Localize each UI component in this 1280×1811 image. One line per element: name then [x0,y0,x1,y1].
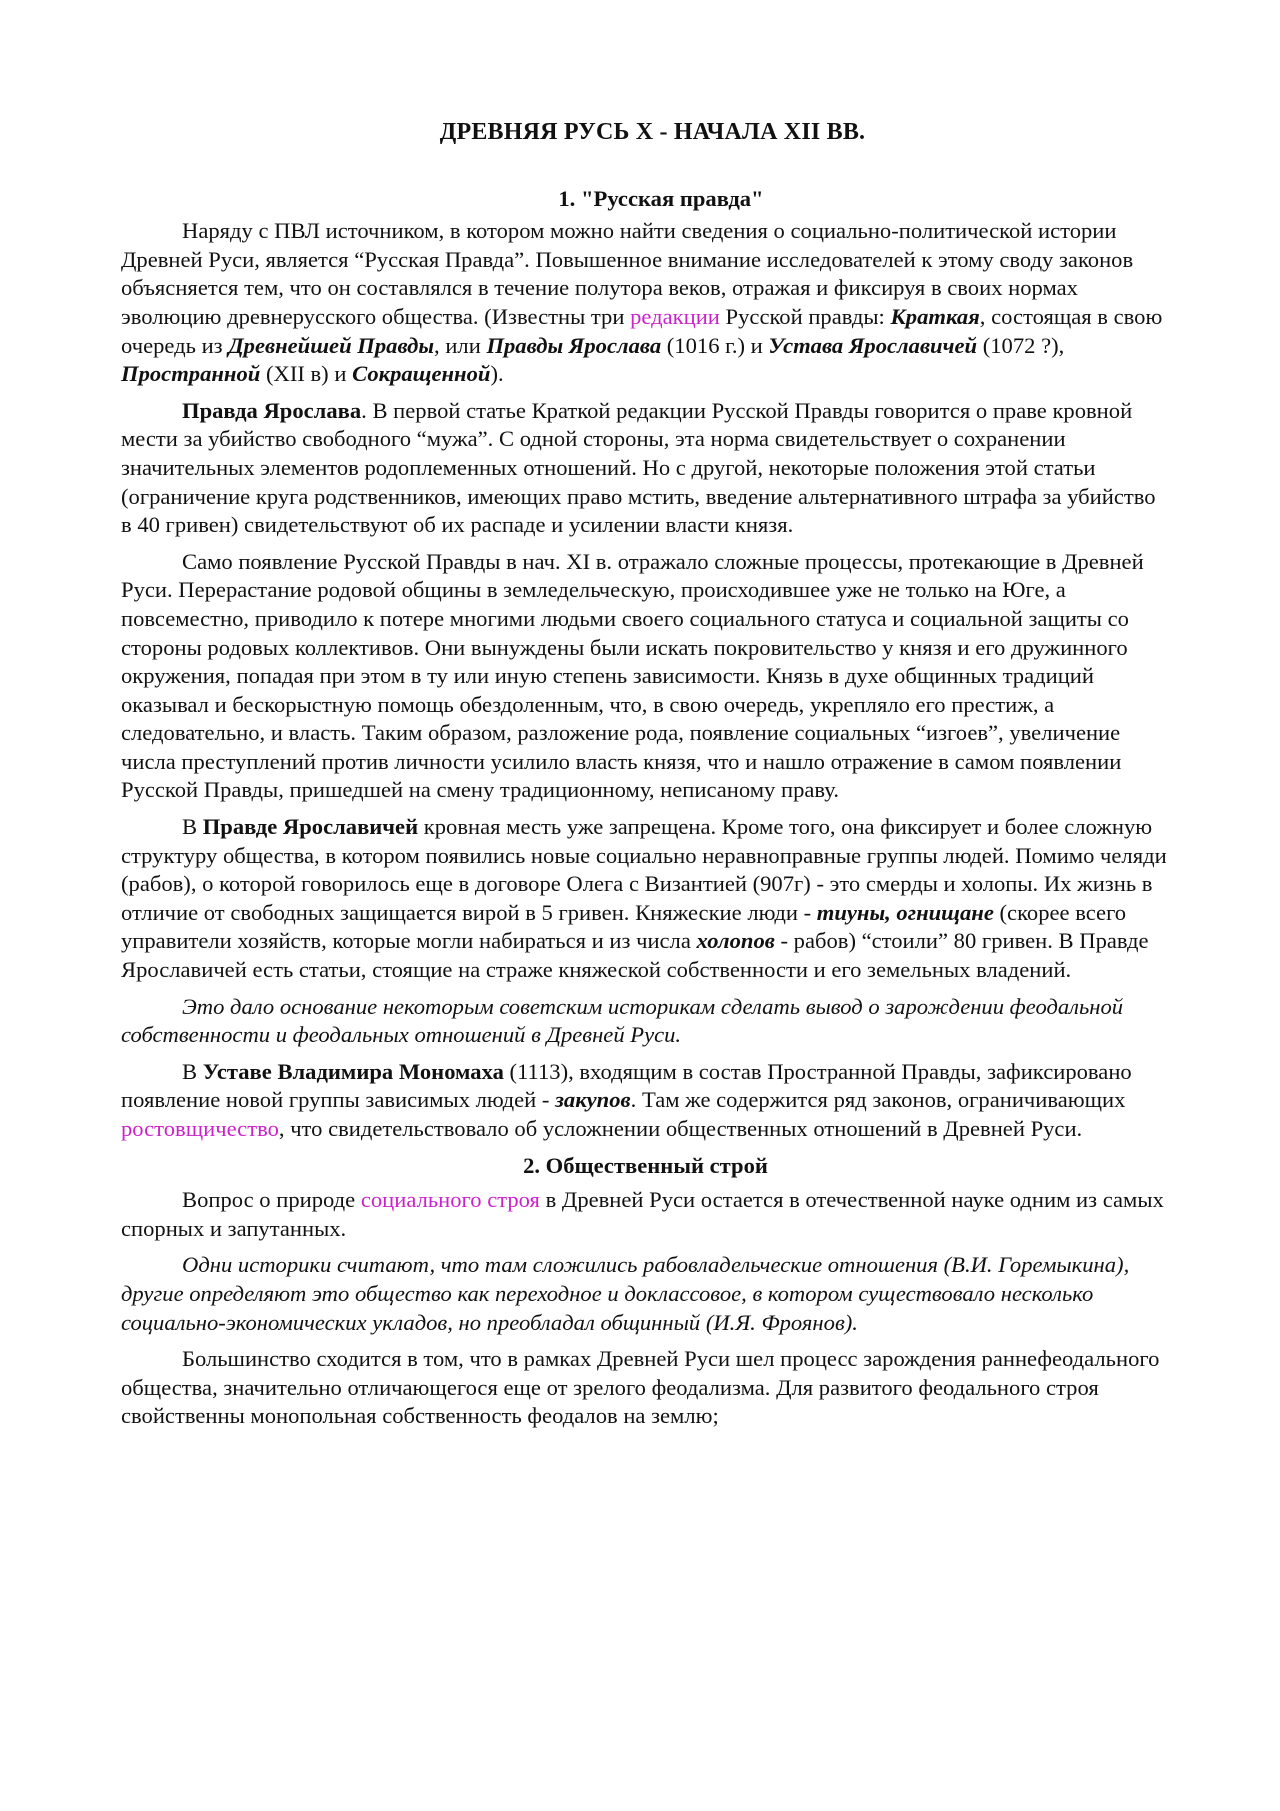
link-sotsialnogo-stroya[interactable]: социального строя [360,1187,540,1213]
paragraph-pravda-yaroslava: Правда Ярослава. В первой статье Краткой редакции Русской Правды говорится о праве кровной мести за убийство свободного “мужа”. С одной стороны, эта норма свидетельствует о сохранении значительных элементов родоплеменных отношений. Но с другой, некоторые положения этой статьи (ограничение круга родственников, имеющих право мстить, введение альтернативного штрафа за убийство в 40 гривен) свидетельствуют об их распаде и усилении власти князя. [121,397,1156,538]
paragraph-bolshinstvo: Большинство сходится в том, что в рамках Древней Руси шел процесс зарождения раннефеодального общества, значительно отличающегося еще от зрелого феодализма. Для развитого феодального строя свойственны монопольная собственность феодалов на землю; [121,1346,1160,1429]
term-prostrannaya: Пространной [121,361,261,387]
link-rostovshchichestvo[interactable]: ростовщичество [121,1116,279,1141]
document-title: ДРЕВНЯЯ РУСЬ X - НАЧАЛА XII ВВ. [439,119,866,145]
paragraph-vopros: Вопрос о природе социального строя в Древней Руси остается в отечественной науке одним из самых спорных и запутанных. [121,1187,1164,1241]
paragraph-ustav-monomakha: В Уставе Владимира Мономаха (1113), входящим в состав Пространной Правды, зафиксировано появление новой группы зависимых людей - закупов. Там же содержится ряд законов, ограничивающих ростовщичество, что свидетельствовало об усложнении общественных отношений в Древней Руси. [121,1058,1132,1141]
term-pravda-yaroslava: Правды Ярослава [486,332,662,358]
term-zakupy: закупов [555,1087,631,1113]
term-drevneishaya-pravda: Древнейшей Правды [228,332,435,358]
term-pravda-yaroslava-bold: Правда Ярослава [182,397,362,423]
paragraph-conclusion-italic: Это дало основание некоторым советским историкам сделать вывод о зарождении феодальной собственности и феодальных отношений в Древней Руси. [121,993,1124,1048]
term-holopy: холопов [696,928,775,954]
term-tiuny-ognishchane: тиуны, огнищане [816,899,994,925]
paragraph-historians-italic: Одни историки считают, что там сложились рабовладельческие отношения (В.И. Горемыкина), другие определяют это общество как переходное и доклассовое, в котором существовало несколько социально-экономических укладов, но преобладал общинный (И.Я. Фроянов). [121,1252,1130,1335]
paragraph-poyavlenie: Само появление Русской Правды в нач. XI в. отражало сложные процессы, протекающие в Древней Руси. Перерастание родовой общины в земледельческую, происходившее уже не только на Юге, а повсеместно, приводило к потере многими людьми своего социального статуса и социальной защиты со стороны родовых коллективов. Они вынуждены были искать покровительство у князя и его дружинного окружения, попадая при этом в ту или иную степень зависимости. Князь в духе общинных традиций оказывал и бескорыстную помощь обездоленным, что, в свою очередь, укрепляло его престиж, а следовательно, и власть. Таким образом, разложение рода, появление социальных “изгоев”, увеличение числа преступлений против личности усилило власть князя, что и нашло отражение в самом появлении Русской Правды, пришедшей на смену традиционному, неписаному праву. [121,548,1144,803]
term-kratkaya: Краткая [890,303,980,329]
term-ustav-monomakha: Уставе Владимира Мономаха [202,1058,504,1084]
section-heading-obshchestvenny-stroi: 2. Общественный строй [523,1152,768,1178]
section-heading-russkaya-pravda: 1. "Русская правда" [558,185,764,211]
paragraph-intro: Наряду с ПВЛ источником, в котором можно найти сведения о социально-политической истории Древней Руси, является “Русская Правда”. Повышенное внимание исследователей к этому своду законов объясняется тем, что он составлялся в течение полутора веков, отражая и фиксируя в своих нормах эволюцию древнерусского общества. (Известны три редакции Русской правды: Краткая, состоящая в свою очередь из Древнейшей Правды, или Правды Ярослава (1016 г.) и Устава Ярославичей (1072 ?), Пространной (XII в) и Сокращенной). [121,218,1163,387]
term-sokrashchennaya: Сокращенной [352,361,491,387]
paragraph-pravda-yaroslavichei: В Правде Ярославичей кровная месть уже запрещена. Кроме того, она фиксирует и более сложную структуру общества, в котором появились новые социально неравноправные группы людей. Помимо челяди (рабов), о которой говорилось еще в договоре Олега с Византией (907г) - это смерды и холопы. Их жизнь в отличие от свободных защищается вирой в 5 гривен. Княжеские люди - тиуны, огнищане (скорее всего управители хозяйств, которые могли набираться и из числа холопов - рабов) “стоили” 80 гривен. В Правде Ярославичей есть статьи, стоящие на страже княжеской собственности и его земельных владений. [121,814,1167,983]
link-redaktsii[interactable]: редакции [630,303,720,329]
term-ustav-yaroslavichei: Устава Ярославичей [768,332,978,358]
term-pravda-yaroslavichei: Правде Ярославичей [202,814,419,840]
